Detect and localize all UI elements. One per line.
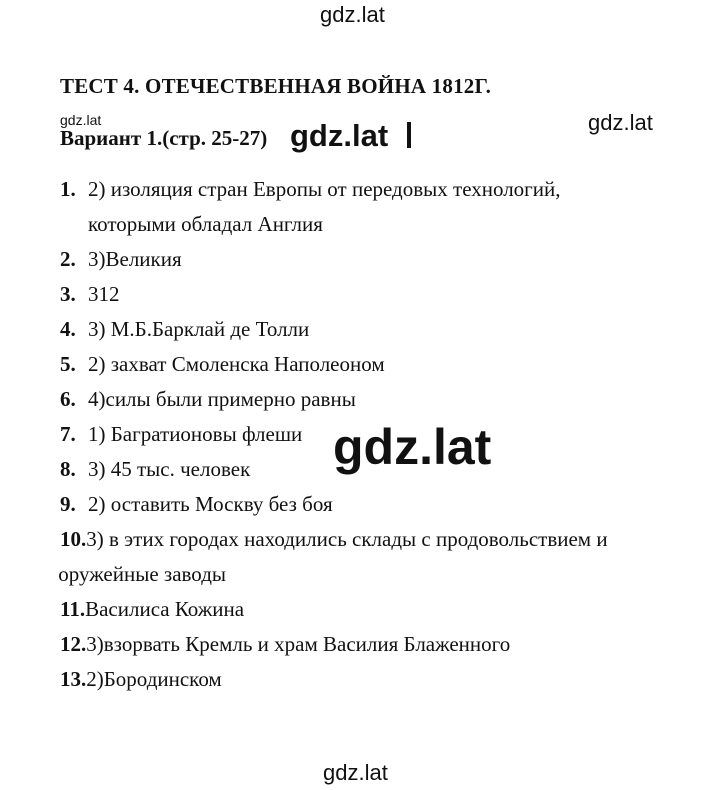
item-text: Василиса Кожина bbox=[85, 597, 245, 621]
item-number: 3. bbox=[60, 282, 76, 306]
watermark-right: gdz.lat bbox=[588, 110, 653, 135]
list-item bbox=[60, 312, 710, 347]
list-item bbox=[60, 277, 710, 312]
watermark-cursor-bar bbox=[407, 122, 411, 148]
item-number: 9. bbox=[60, 492, 76, 516]
item-number: 7. bbox=[60, 422, 76, 446]
list-item bbox=[60, 592, 710, 627]
item-number: 10. bbox=[60, 527, 87, 551]
item-number: 11. bbox=[60, 597, 86, 621]
list-item bbox=[60, 382, 710, 417]
watermark-inline: gdz.lat bbox=[290, 118, 389, 153]
item-text: 2) изоляция стран Европы от передовых технологий, которыми обладал Англия bbox=[88, 177, 561, 236]
item-text: 2)Бородинском bbox=[86, 667, 222, 691]
item-text: 3) 45 тыс. человек bbox=[88, 457, 251, 481]
item-number: 4. bbox=[60, 317, 76, 341]
item-text: 312 bbox=[88, 282, 120, 306]
page-title: ТЕСТ 4. ОТЕЧЕСТВЕННАЯ ВОЙНА 1812Г. bbox=[60, 74, 492, 98]
item-number: 1. bbox=[60, 177, 76, 201]
item-number: 5. bbox=[60, 352, 76, 376]
item-text: 1) Багратионовы флеши bbox=[88, 422, 303, 446]
item-number: 6. bbox=[60, 387, 76, 411]
list-item bbox=[60, 627, 710, 662]
variant-heading: Вариант 1.(стр. 25-27) bbox=[60, 126, 268, 150]
list-item bbox=[60, 522, 710, 592]
watermark-top: gdz.lat bbox=[320, 2, 385, 27]
watermark-bottom: gdz.lat bbox=[323, 760, 388, 785]
list-item bbox=[60, 487, 710, 522]
item-number: 8. bbox=[60, 457, 76, 481]
list-item bbox=[60, 172, 710, 242]
list-item bbox=[60, 347, 710, 382]
list-item bbox=[60, 242, 710, 277]
item-number: 13. bbox=[60, 667, 87, 691]
item-text: 3)Великия bbox=[88, 247, 182, 271]
item-text: 3) в этих городах находились склады с продовольствием и оружейные заводы bbox=[58, 527, 608, 586]
watermark-big: gdz.lat bbox=[333, 419, 492, 475]
item-text: 2) захват Смоленска Наполеоном bbox=[88, 352, 385, 376]
item-text: 3) М.Б.Барклай де Толли bbox=[88, 317, 310, 341]
watermark-small: gdz.lat bbox=[60, 112, 102, 128]
item-number: 12. bbox=[60, 632, 87, 656]
list-item bbox=[60, 662, 710, 697]
item-text: 3)взорвать Кремль и храм Василия Блаженного bbox=[86, 632, 511, 656]
item-text: 2) оставить Москву без боя bbox=[88, 492, 333, 516]
item-number: 2. bbox=[60, 247, 76, 271]
item-text: 4)силы были примерно равны bbox=[88, 387, 356, 411]
